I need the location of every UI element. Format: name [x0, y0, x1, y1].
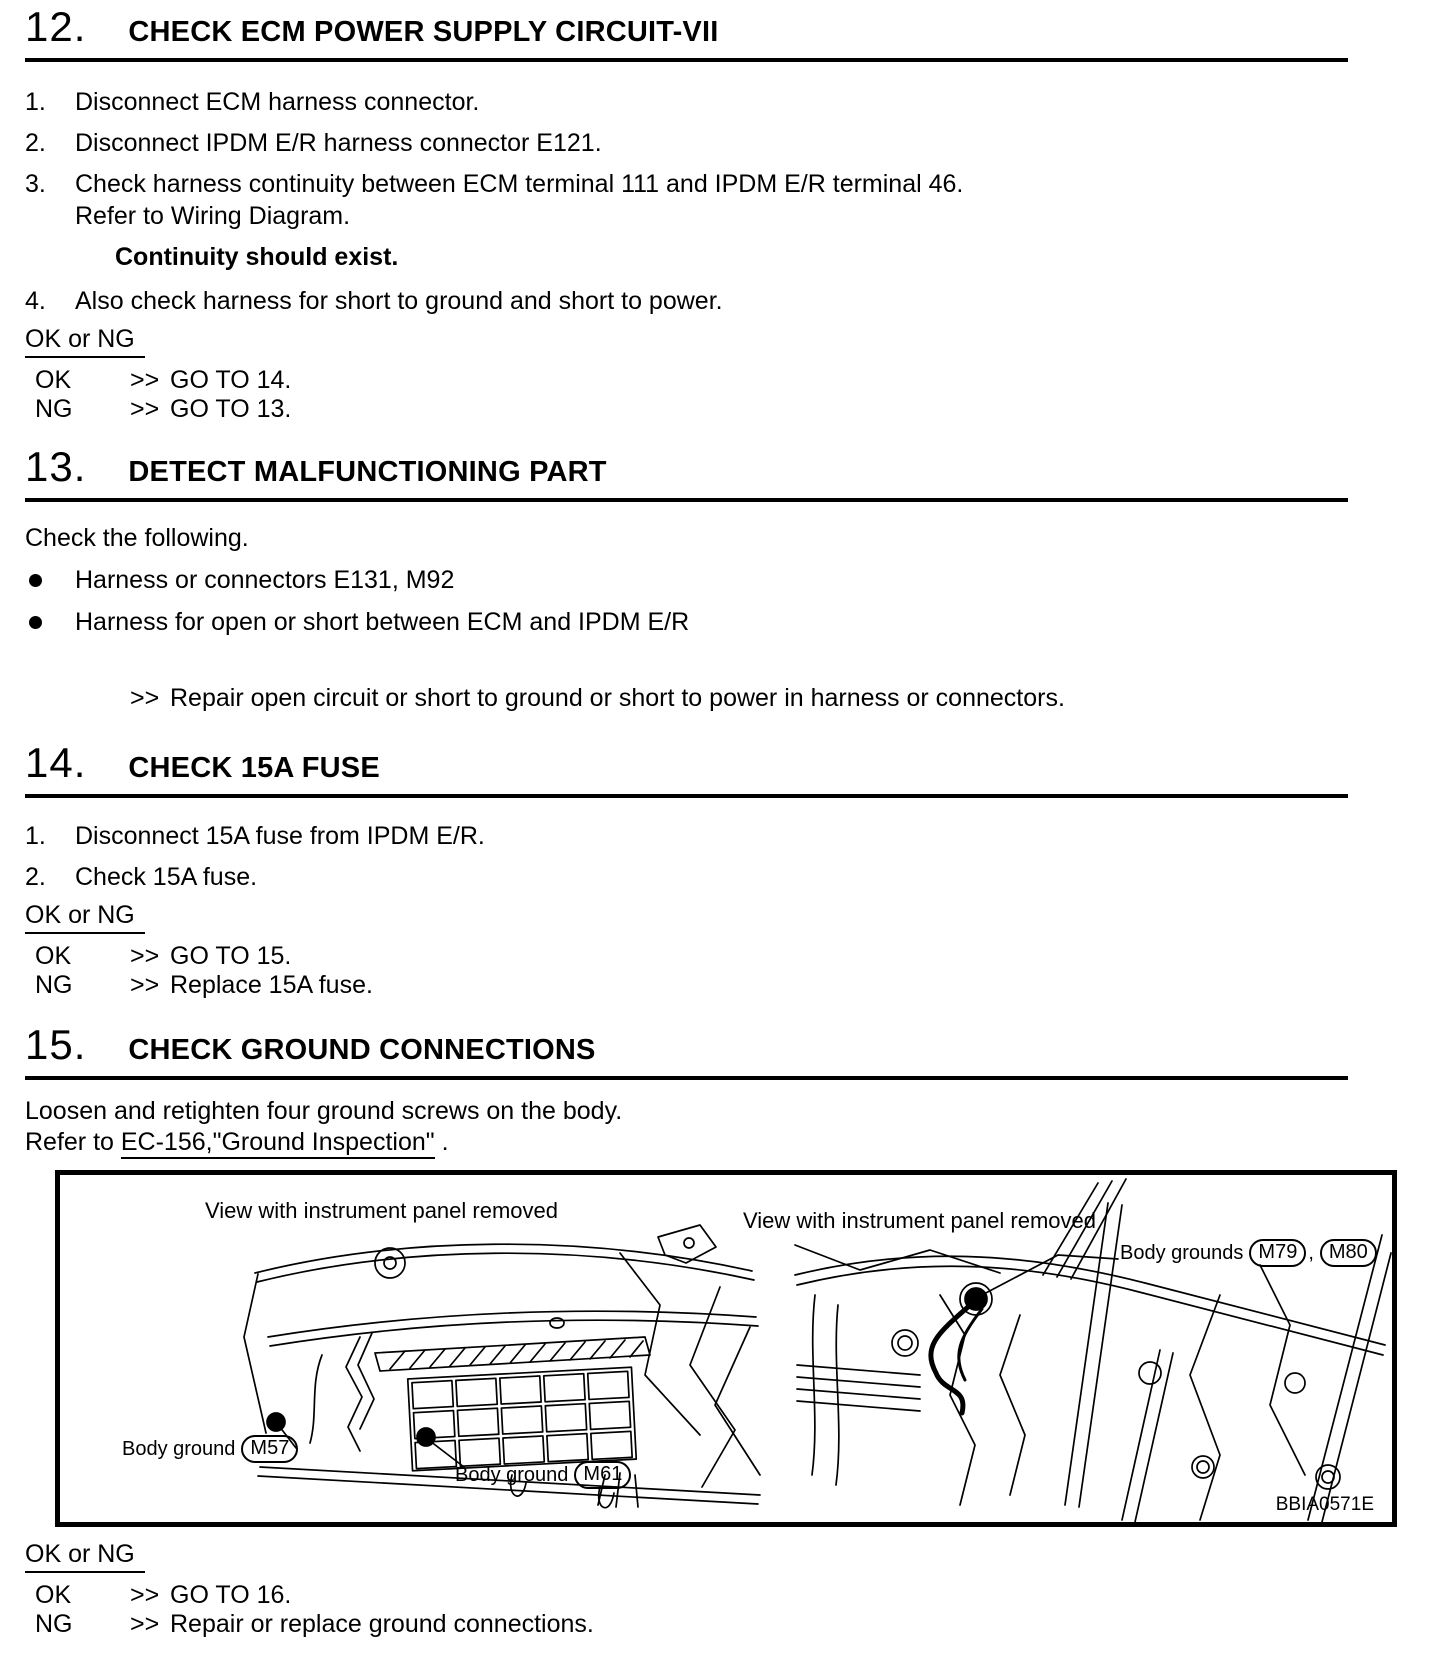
result-ok-row	[35, 1581, 1456, 1610]
step-text: Check 15A fuse.	[75, 863, 258, 891]
step-number: 1.	[25, 822, 46, 850]
result-label: OK	[35, 366, 72, 394]
figure-id: BBIA0571E	[1275, 1494, 1374, 1515]
step-row	[25, 820, 1456, 852]
refer-suffix: .	[434, 1128, 449, 1156]
step-row	[25, 127, 1456, 159]
refer-prefix: Refer to	[25, 1128, 121, 1156]
connector-id-m57: M57	[241, 1435, 298, 1463]
step-text: Also check harness for short to ground and short to power.	[75, 287, 723, 315]
figure-line-art	[60, 1175, 1392, 1522]
result-ok-row	[35, 366, 1456, 395]
bullet-icon	[29, 574, 42, 587]
section-12-header	[25, 4, 1348, 62]
result-action: Repair or replace ground connections.	[170, 1610, 594, 1638]
section-title: CHECK 15A FUSE	[128, 752, 380, 784]
result-label: NG	[35, 1610, 73, 1638]
bullet-text: Harness for open or short between ECM and IPDM E/R	[75, 608, 690, 636]
ground-locations-figure	[55, 1170, 1397, 1527]
step-number: 2.	[25, 129, 46, 157]
step-row	[25, 86, 1456, 118]
bullet-item	[25, 606, 1456, 638]
body-grounds-text: Body grounds	[1120, 1242, 1244, 1264]
result-arrow: >>	[130, 942, 160, 970]
repair-action-row	[130, 682, 1456, 714]
ok-or-ng-heading: OK or NG	[25, 1541, 1456, 1573]
step-text: Disconnect IPDM E/R harness connector E121.	[75, 129, 602, 157]
section-number: 12.	[25, 3, 87, 50]
bullet-icon	[29, 616, 42, 629]
result-label: OK	[35, 942, 72, 970]
body-paragraph	[25, 1096, 1456, 1158]
result-ng-row	[35, 971, 1456, 1000]
result-action: GO TO 16.	[170, 1581, 292, 1609]
connector-id-m80: M80	[1320, 1239, 1377, 1267]
section-number: 14.	[25, 739, 87, 786]
step-text-line2: Refer to Wiring Diagram.	[75, 202, 351, 230]
label-separator: ,	[1308, 1242, 1314, 1264]
step-text: Disconnect 15A fuse from IPDM E/R.	[75, 822, 485, 850]
refer-line	[25, 1127, 1456, 1158]
section-13-header	[25, 444, 1348, 502]
body-ground-m57-label	[122, 1435, 298, 1463]
section-title: CHECK ECM POWER SUPPLY CIRCUIT-VII	[128, 16, 719, 48]
results-block	[0, 1581, 1456, 1639]
section-title: DETECT MALFUNCTIONING PART	[128, 456, 607, 488]
result-action: GO TO 15.	[170, 942, 292, 970]
body-ground-m61-label	[455, 1461, 631, 1489]
ec-156-link[interactable]: EC-156,"Ground Inspection"	[121, 1128, 435, 1159]
result-arrow: >>	[130, 971, 160, 999]
right-view-caption: View with instrument panel removed	[743, 1208, 1096, 1233]
result-label: NG	[35, 971, 73, 999]
step-text-line1: Check harness continuity between ECM terminal 111 and IPDM E/R terminal 46.	[75, 170, 964, 198]
connector-id-m61: M61	[574, 1461, 631, 1489]
section-number: 13.	[25, 443, 87, 490]
step-number: 4.	[25, 287, 46, 315]
repair-action-text: Repair open circuit or short to ground or short to power in harness or connectors.	[170, 684, 1065, 712]
step-number: 3.	[25, 170, 46, 198]
body-grounds-m79-m80-label	[1120, 1239, 1377, 1267]
section-15-header	[25, 1022, 1348, 1080]
body-ground-text: Body ground	[455, 1464, 569, 1486]
ok-or-ng-heading: OK or NG	[25, 326, 1456, 358]
result-ok-row	[35, 942, 1456, 971]
bullet-text: Harness or connectors E131, M92	[75, 566, 455, 594]
left-view-caption: View with instrument panel removed	[205, 1198, 558, 1223]
step-row	[25, 285, 1456, 317]
step-text: Disconnect ECM harness connector.	[75, 88, 480, 116]
results-block	[0, 942, 1456, 1000]
bullet-item	[25, 564, 1456, 596]
step-number: 2.	[25, 863, 46, 891]
result-ng-row	[35, 1610, 1456, 1639]
intro-text: Check the following.	[25, 524, 249, 552]
result-action: Replace 15A fuse.	[170, 971, 373, 999]
section-14-header	[25, 740, 1348, 798]
result-label: OK	[35, 1581, 72, 1609]
section-title: CHECK GROUND CONNECTIONS	[128, 1034, 596, 1066]
step-number: 1.	[25, 88, 46, 116]
ok-or-ng-heading: OK or NG	[25, 902, 1456, 934]
body-line: Loosen and retighten four ground screws on the body.	[25, 1097, 623, 1125]
result-arrow: >>	[130, 1581, 160, 1609]
result-ng-row	[35, 395, 1456, 424]
result-arrow: >>	[130, 395, 160, 423]
step-row	[25, 861, 1456, 893]
step-row	[25, 168, 1456, 232]
result-action: GO TO 13.	[170, 395, 292, 423]
body-ground-text: Body ground	[122, 1438, 236, 1460]
results-block	[0, 366, 1456, 424]
result-label: NG	[35, 395, 73, 423]
spec-text: Continuity should exist.	[115, 243, 399, 271]
step-text	[75, 168, 963, 232]
result-action: GO TO 14.	[170, 366, 292, 394]
result-arrow: >>	[130, 1610, 160, 1638]
section-number: 15.	[25, 1021, 87, 1068]
result-arrow: >>	[130, 684, 160, 712]
connector-id-m79: M79	[1249, 1239, 1306, 1267]
result-arrow: >>	[130, 366, 160, 394]
